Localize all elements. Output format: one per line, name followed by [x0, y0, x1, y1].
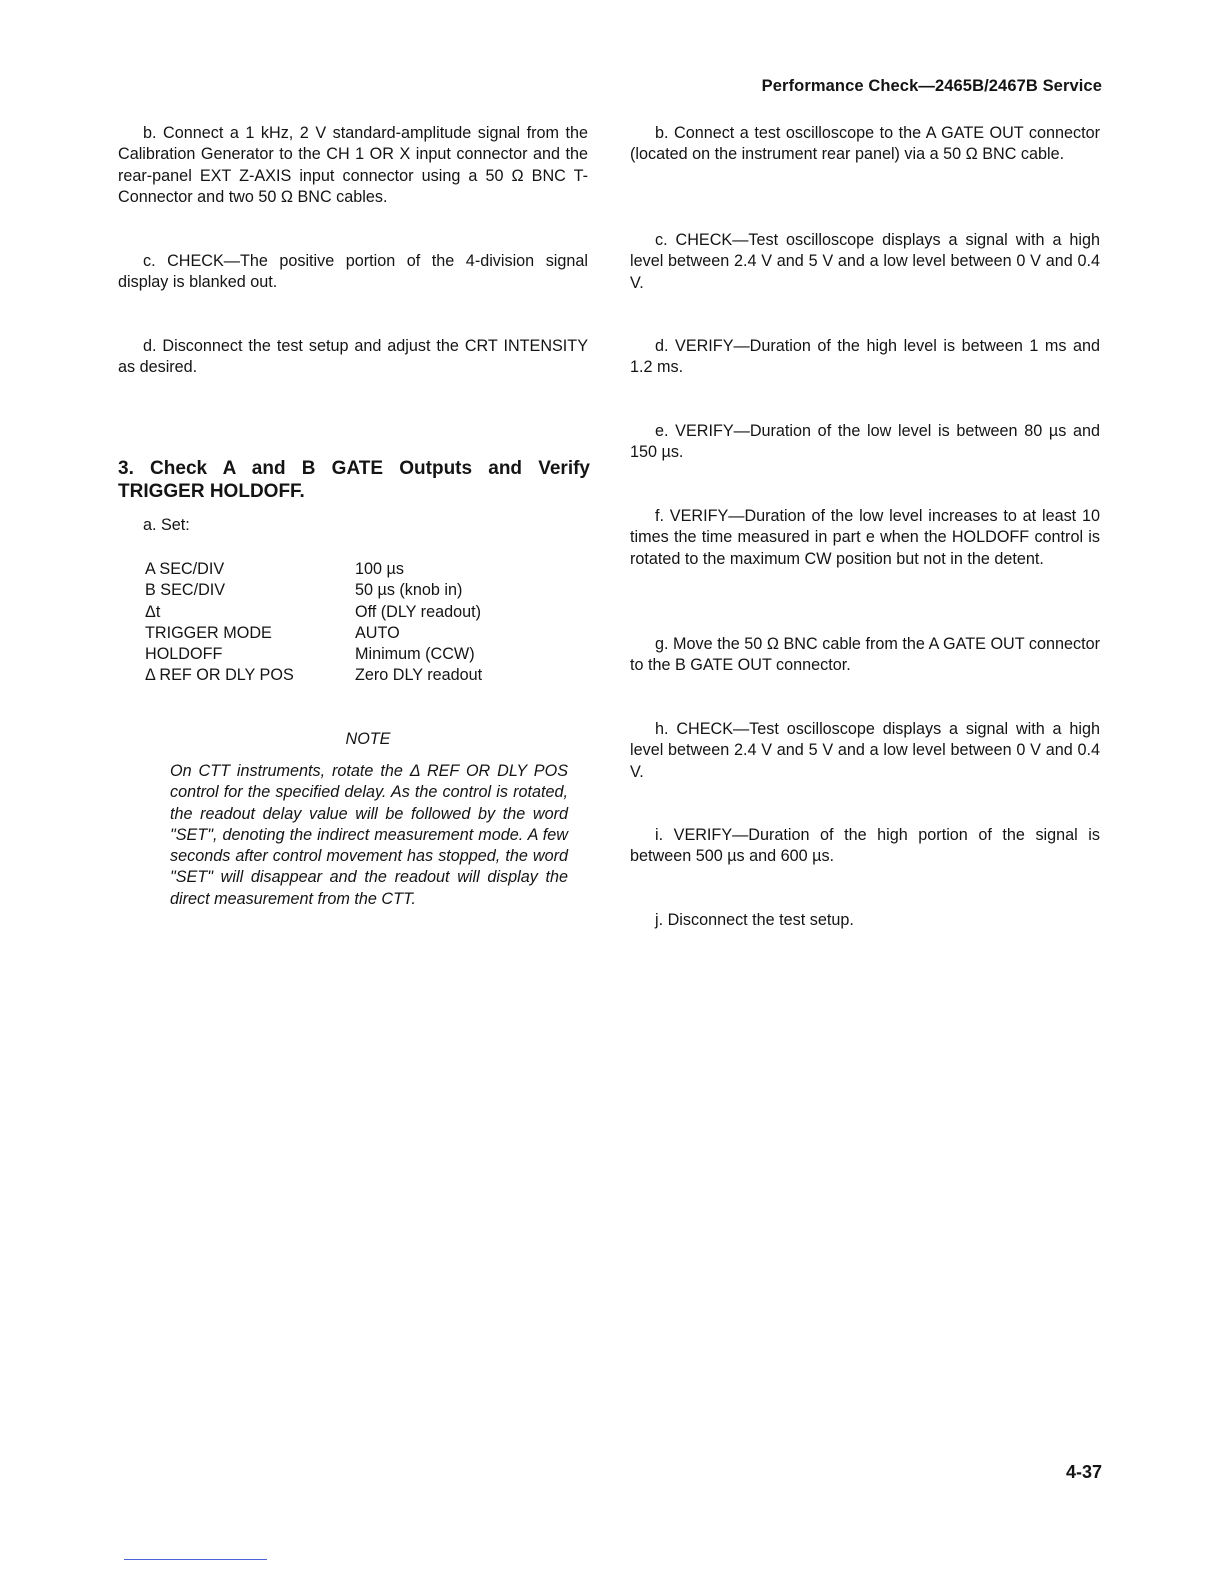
step-i-verify-high-portion: i. VERIFY—Duration of the high portion of the signal is between 500 µs and 600 µs. [630, 826, 1100, 866]
step-c-check-blanked: c. CHECK—The positive portion of the 4-division signal display is blanked out. [118, 252, 588, 292]
running-header: Performance Check—2465B/2467B Service [761, 77, 1102, 95]
step-g-move-cable: g. Move the 50 Ω BNC cable from the A GATE OUT connector to the B GATE OUT connector. [630, 635, 1100, 675]
step-e-verify-low: e. VERIFY—Duration of the low level is between 80 µs and 150 µs. [630, 422, 1100, 462]
setting-control: Δ REF OR DLY POS [145, 666, 294, 685]
step-c-check-levels: c. CHECK—Test oscilloscope displays a signal with a high level between 2.4 V and 5 V and a low level between 0 V and 0.4 V. [630, 231, 1100, 292]
step-d-verify-high: d. VERIFY—Duration of the high level is between 1 ms and 1.2 ms. [630, 337, 1100, 377]
setting-value: AUTO [355, 623, 400, 642]
step-b-connect-calibration: b. Connect a 1 kHz, 2 V standard-amplitude signal from the Calibration Generator to the CH 1 OR X input connector and the rear-panel EXT Z-AXIS input connector using a 50 Ω BNC T-Connector and two 50 Ω BNC cables. [118, 124, 588, 206]
setting-value: 50 µs (knob in) [355, 581, 463, 600]
footer-link-rule [124, 1559, 267, 1560]
setting-control: A SEC/DIV [145, 560, 225, 578]
step-j-disconnect: j. Disconnect the test setup. [655, 911, 854, 929]
note-body: On CTT instruments, rotate the Δ REF OR DLY POS control for the specified delay. As the control is rotated, the readout delay value will be followed by the word "SET", denoting the indirect measurement mode. A few seconds after control movement has stopped, the word "SET" will disappear and the readout will display the direct measurement from the CTT. [170, 762, 568, 908]
setting-value: Minimum (CCW) [355, 645, 475, 664]
setting-value: Off (DLY readout) [355, 602, 481, 621]
setting-control: Δt [145, 602, 161, 621]
section-heading: 3. Check A and B GATE Outputs and Verify TRIGGER HOLDOFF. [118, 458, 590, 502]
step-b-connect-oscilloscope: b. Connect a test oscilloscope to the A GATE OUT connector (located on the instrument rear panel) via a 50 Ω BNC cable. [630, 124, 1100, 164]
page-number: 4-37 [1065, 1462, 1102, 1482]
step-a-set-label: a. Set: [143, 516, 190, 534]
step-h-check-levels: h. CHECK—Test oscilloscope displays a signal with a high level between 2.4 V and 5 V and a low level between 0 V and 0.4 V. [630, 720, 1100, 781]
setting-value: Zero DLY readout [355, 666, 483, 685]
step-d-disconnect: d. Disconnect the test setup and adjust the CRT INTENSITY as desired. [118, 337, 588, 377]
setting-control: B SEC/DIV [145, 581, 226, 600]
setting-value: 100 µs [355, 560, 404, 578]
step-f-verify-holdoff: f. VERIFY—Duration of the low level increases to at least 10 times the time measured in part e when the HOLDOFF control is rotated to the maximum CW position but not in the detent. [630, 507, 1100, 568]
note-title: NOTE [345, 730, 391, 748]
setting-control: HOLDOFF [145, 645, 223, 664]
setting-control: TRIGGER MODE [145, 623, 272, 642]
